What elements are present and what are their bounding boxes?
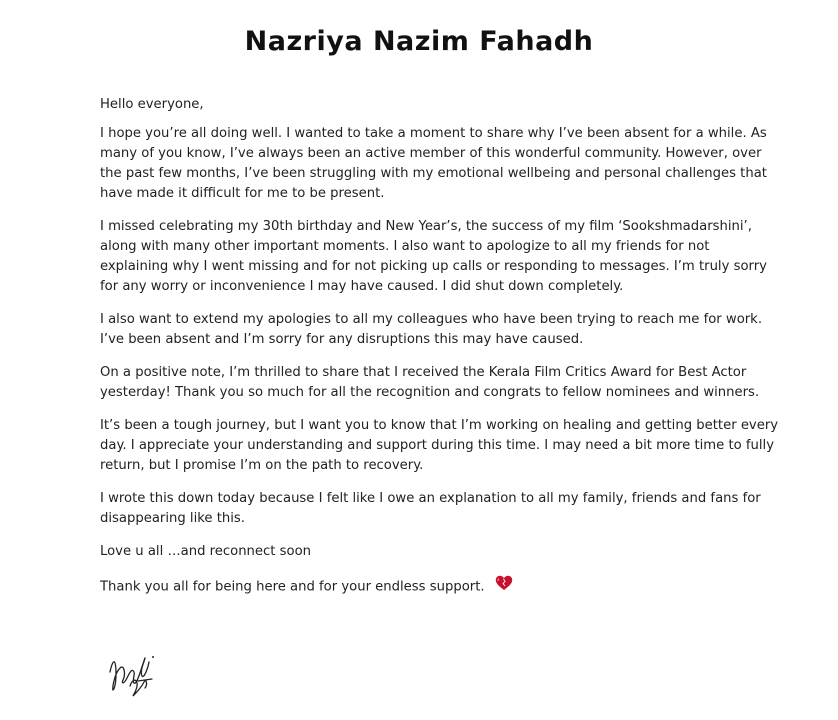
paragraph-5: It’s been a tough journey, but I want you to know that I’m working on healing and getting better every day. I appreciate your understanding and support during this time. I may need a bit more time to fully return, but I promise I’m on the path to recovery. <box>100 418 779 473</box>
paragraph-3: I also want to extend my apologies to all my colleagues who have been trying to reach me for work. I’ve been absent and I’m sorry for any disruptions this may have caused. <box>100 312 763 347</box>
paragraph-4: On a positive note, I’m thrilled to share that I received the Kerala Film Critics Award for Best Actor yesterday! Thank you so much for all the recognition and congrats to fellow nominees and winners. <box>100 365 760 400</box>
heart-icon <box>495 575 513 598</box>
paragraph-7: Love u all …and reconnect soon <box>100 544 312 559</box>
closing-text: Thank you all for being here and for your endless support. <box>100 579 485 595</box>
paragraph-1: I hope you’re all doing well. I wanted to take a moment to share why I’ve been absent for a while. As many of you know, I’ve always been an active member of this wonderful community. However, over the past few months, I’ve been struggling with my emotional wellbeing and personal challenges that have made it difficult for me to be present. <box>100 126 767 201</box>
closing-line <box>100 575 780 598</box>
paragraph-2: I missed celebrating my 30th birthday and New Year’s, the success of my film ‘Sookshmadarshini’, along with many other important moments. I also want to apologize to all my friends for not explaining why I went missing and for not picking up calls or responding to messages. I’m truly sorry for any worry or inconvenience I may have caused. I did shut down completely. <box>100 219 767 294</box>
letter-body <box>100 95 780 611</box>
greeting: Hello everyone, <box>100 97 204 112</box>
paragraph-6: I wrote this down today because I felt like I owe an explanation to all my family, friends and fans for disappearing like this. <box>100 491 761 526</box>
letter-title: Nazriya Nazim Fahadh <box>244 26 594 57</box>
signature-icon <box>104 648 164 700</box>
